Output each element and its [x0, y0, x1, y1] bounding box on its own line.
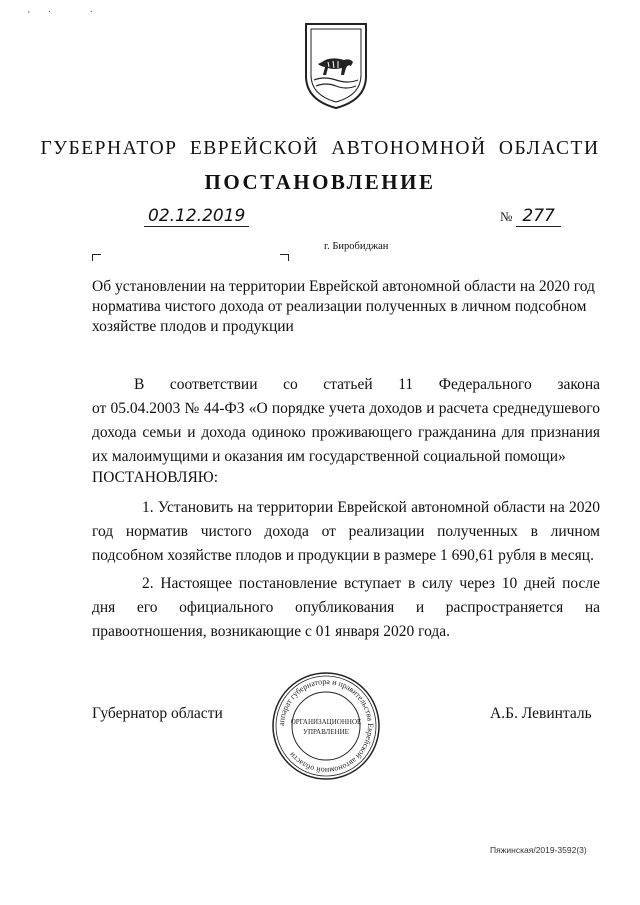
- signatory-name: А.Б. Левинталь: [490, 705, 592, 722]
- coat-of-arms-icon: [300, 20, 372, 110]
- preamble-text: от 05.04.2003 № 44-ФЗ «О порядке учета доходов и расчета среднедушевого дохода семьи и дохода одиноко проживающего гражданина для признания их малоимущими и оказания им государственной социальной помощи»: [92, 400, 600, 465]
- decree-word: ПОСТАНОВЛЯЮ:: [92, 469, 219, 486]
- document-date: 02.12.2019: [144, 206, 249, 227]
- signatory-position: Губернатор области: [92, 705, 223, 722]
- preamble-first-line: В соответствии со статьей 11 Федерального закона: [134, 376, 600, 393]
- document-number: [500, 206, 561, 226]
- document-reference: Пяжинская/2019-3592(3): [490, 845, 587, 855]
- official-stamp: [270, 670, 382, 782]
- title-bracket-right: [280, 254, 289, 261]
- document-title: Об установлении на территории Еврейской автономной области на 2020 год норматива чистого дохода от реализации полученных в личном подсобном хозяйстве плодов и продукции: [92, 278, 595, 335]
- city: г. Биробиджан: [324, 241, 389, 252]
- stamp-center-line-1: ОРГАНИЗАЦИОННОЕ: [290, 718, 362, 726]
- stamp-center-line-2: УПРАВЛЕНИЕ: [303, 728, 349, 736]
- preamble: [92, 373, 600, 469]
- title-bracket-left: [92, 254, 101, 261]
- item-2: 2. Настоящее постановление вступает в силу через 10 дней после дня его официального опубликования и распространяется на правоотношения, возникающие с 01 января 2020 года.: [92, 575, 600, 640]
- number-value: 277: [516, 206, 560, 227]
- stamp-ring-text: аппарат губернатора и правительства Еврейской автономной области: [276, 676, 376, 776]
- issuing-authority: ГУБЕРНАТОР ЕВРЕЙСКОЙ АВТОНОМНОЙ ОБЛАСТИ: [40, 138, 600, 159]
- scan-marks: '˙ ˙: [28, 10, 111, 21]
- number-label: №: [500, 209, 513, 224]
- item-1: 1. Установить на территории Еврейской автономной области на 2020 год норматив чистого дохода от реализации полученных в личном подсобном хозяйстве плодов и продукции в размере 1 690,61 рубля в месяц.: [92, 499, 600, 564]
- document-type: ПОСТАНОВЛЕНИЕ: [204, 170, 436, 194]
